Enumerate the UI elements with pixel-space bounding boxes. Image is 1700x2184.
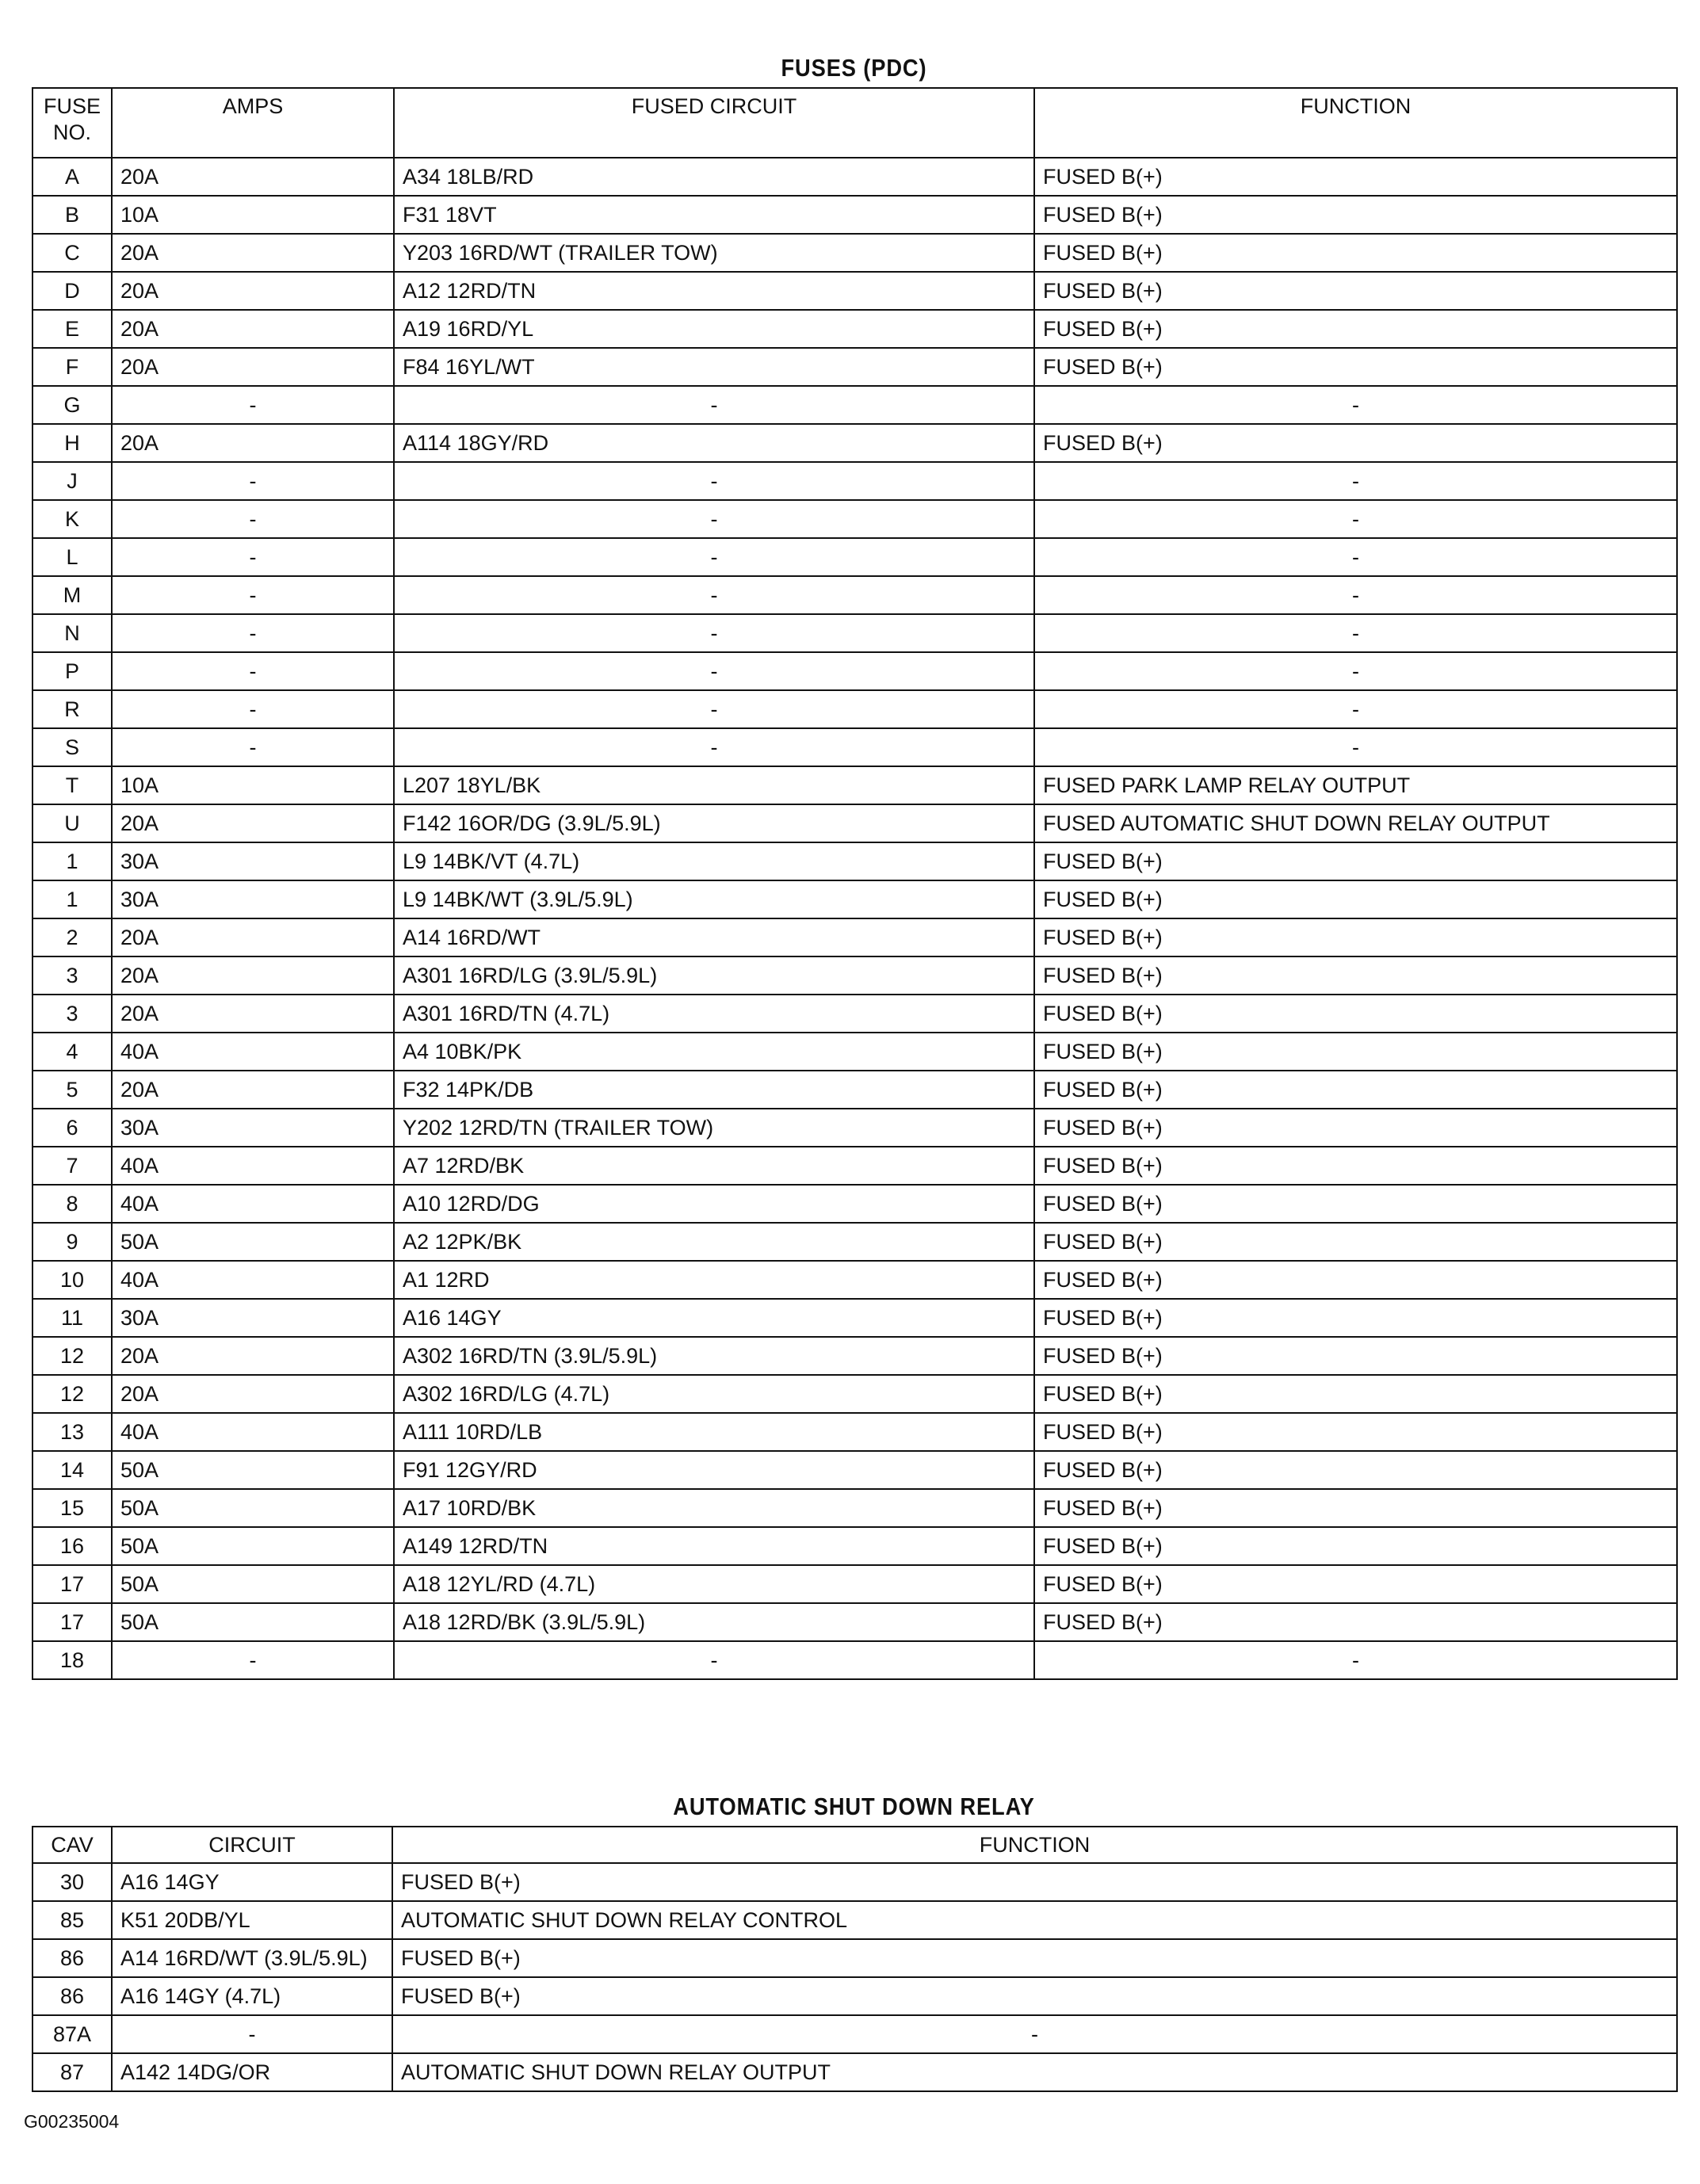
cell-fused-circuit: A114 18GY/RD [394, 424, 1034, 462]
cell-asd-function: AUTOMATIC SHUT DOWN RELAY CONTROL [392, 1901, 1677, 1939]
cell-function: FUSED B(+) [1034, 1489, 1677, 1527]
table-row [32, 234, 1677, 272]
cell-fused-circuit: L9 14BK/WT (3.9L/5.9L) [394, 880, 1034, 918]
cell-cav: 30 [32, 1863, 112, 1901]
table-row [32, 1337, 1677, 1375]
column-header-cav: CAV [32, 1827, 112, 1863]
table-row [32, 842, 1677, 880]
cell-amps: 20A [112, 234, 394, 272]
cell-amps: - [112, 386, 394, 424]
cell-function: FUSED AUTOMATIC SHUT DOWN RELAY OUTPUT [1034, 804, 1677, 842]
table-row [32, 1375, 1677, 1413]
asd-relay-title: AUTOMATIC SHUT DOWN RELAY [673, 1793, 1035, 1820]
cell-amps: 30A [112, 842, 394, 880]
cell-fuse-no: 3 [32, 995, 112, 1033]
cell-fuse-no: 9 [32, 1223, 112, 1261]
cell-fused-circuit: F142 16OR/DG (3.9L/5.9L) [394, 804, 1034, 842]
cell-fused-circuit: A302 16RD/TN (3.9L/5.9L) [394, 1337, 1034, 1375]
cell-function: FUSED B(+) [1034, 1299, 1677, 1337]
cell-circuit: - [112, 2015, 392, 2053]
table-row [32, 272, 1677, 310]
cell-fuse-no: M [32, 576, 112, 614]
cell-function: FUSED B(+) [1034, 272, 1677, 310]
cell-fuse-no: N [32, 614, 112, 652]
cell-function: FUSED B(+) [1034, 1185, 1677, 1223]
table-row [32, 804, 1677, 842]
cell-amps: 40A [112, 1413, 394, 1451]
cell-function: FUSED B(+) [1034, 1223, 1677, 1261]
cell-fuse-no: G [32, 386, 112, 424]
cell-fuse-no: 4 [32, 1033, 112, 1071]
cell-fuse-no: 12 [32, 1375, 112, 1413]
cell-function: FUSED B(+) [1034, 1071, 1677, 1109]
cell-fuse-no: 7 [32, 1147, 112, 1185]
cell-fuse-no: 8 [32, 1185, 112, 1223]
table-row [32, 462, 1677, 500]
cell-function: FUSED B(+) [1034, 196, 1677, 234]
cell-fused-circuit: F31 18VT [394, 196, 1034, 234]
fuse-no-header-line2: NO. [52, 120, 91, 144]
cell-amps: 20A [112, 272, 394, 310]
cell-fuse-no: C [32, 234, 112, 272]
cell-fuse-no: 1 [32, 842, 112, 880]
cell-asd-function: - [392, 2015, 1677, 2053]
cell-fused-circuit: A301 16RD/LG (3.9L/5.9L) [394, 956, 1034, 995]
cell-amps: - [112, 1641, 394, 1679]
cell-function: - [1034, 690, 1677, 728]
cell-function: FUSED B(+) [1034, 348, 1677, 386]
cell-function: FUSED B(+) [1034, 842, 1677, 880]
cell-fuse-no: 12 [32, 1337, 112, 1375]
cell-fused-circuit: A14 16RD/WT [394, 918, 1034, 956]
cell-function: - [1034, 386, 1677, 424]
table-row [32, 1527, 1677, 1565]
cell-fuse-no: B [32, 196, 112, 234]
table-row [32, 1977, 1677, 2015]
asd-header-row [32, 1827, 1677, 1863]
cell-asd-function: FUSED B(+) [392, 1863, 1677, 1901]
cell-fused-circuit: A12 12RD/TN [394, 272, 1034, 310]
cell-function: - [1034, 652, 1677, 690]
table-row [32, 1109, 1677, 1147]
asd-relay-table [32, 1826, 1678, 2092]
cell-fused-circuit: - [394, 652, 1034, 690]
cell-function: - [1034, 1641, 1677, 1679]
cell-fused-circuit: A34 18LB/RD [394, 158, 1034, 196]
cell-amps: 40A [112, 1261, 394, 1299]
cell-amps: 40A [112, 1033, 394, 1071]
cell-amps: 20A [112, 348, 394, 386]
cell-fuse-no: A [32, 158, 112, 196]
table-row [32, 1603, 1677, 1641]
cell-fused-circuit: L9 14BK/VT (4.7L) [394, 842, 1034, 880]
table-row [32, 766, 1677, 804]
table-row [32, 918, 1677, 956]
cell-function: FUSED B(+) [1034, 956, 1677, 995]
table-row [32, 690, 1677, 728]
cell-fuse-no: 14 [32, 1451, 112, 1489]
table-row [32, 386, 1677, 424]
cell-fused-circuit: - [394, 386, 1034, 424]
cell-amps: - [112, 652, 394, 690]
fuses-pdc-title: FUSES (PDC) [781, 54, 927, 82]
table-row [32, 196, 1677, 234]
cell-amps: - [112, 728, 394, 766]
cell-amps: 20A [112, 310, 394, 348]
fuses-header-row [32, 88, 1677, 158]
cell-function: FUSED B(+) [1034, 1527, 1677, 1565]
cell-fuse-no: 16 [32, 1527, 112, 1565]
column-header-fused-circuit: FUSED CIRCUIT [394, 88, 1034, 158]
cell-amps: 20A [112, 918, 394, 956]
cell-circuit: K51 20DB/YL [112, 1901, 392, 1939]
cell-fused-circuit: - [394, 500, 1034, 538]
cell-fuse-no: L [32, 538, 112, 576]
table-row [32, 1863, 1677, 1901]
cell-fuse-no: U [32, 804, 112, 842]
cell-amps: 20A [112, 995, 394, 1033]
cell-fused-circuit: A16 14GY [394, 1299, 1034, 1337]
cell-fuse-no: R [32, 690, 112, 728]
cell-amps: 20A [112, 1071, 394, 1109]
cell-asd-function: AUTOMATIC SHUT DOWN RELAY OUTPUT [392, 2053, 1677, 2091]
cell-function: FUSED B(+) [1034, 1451, 1677, 1489]
cell-fuse-no: 3 [32, 956, 112, 995]
cell-fuse-no: 10 [32, 1261, 112, 1299]
cell-amps: 30A [112, 1299, 394, 1337]
cell-fused-circuit: - [394, 614, 1034, 652]
column-header-asd-function: FUNCTION [392, 1827, 1677, 1863]
table-row [32, 310, 1677, 348]
cell-circuit: A14 16RD/WT (3.9L/5.9L) [112, 1939, 392, 1977]
cell-fused-circuit: A2 12PK/BK [394, 1223, 1034, 1261]
cell-fused-circuit: - [394, 690, 1034, 728]
cell-fused-circuit: - [394, 728, 1034, 766]
cell-fuse-no: 6 [32, 1109, 112, 1147]
table-row [32, 424, 1677, 462]
cell-fused-circuit: A19 16RD/YL [394, 310, 1034, 348]
cell-fused-circuit: A111 10RD/LB [394, 1413, 1034, 1451]
cell-fused-circuit: A4 10BK/PK [394, 1033, 1034, 1071]
cell-function: FUSED PARK LAMP RELAY OUTPUT [1034, 766, 1677, 804]
cell-fuse-no: T [32, 766, 112, 804]
table-row [32, 1413, 1677, 1451]
cell-amps: 50A [112, 1603, 394, 1641]
column-header-circuit: CIRCUIT [112, 1827, 392, 1863]
cell-fuse-no: E [32, 310, 112, 348]
cell-amps: 10A [112, 196, 394, 234]
cell-fused-circuit: - [394, 1641, 1034, 1679]
cell-function: FUSED B(+) [1034, 1033, 1677, 1071]
cell-fused-circuit: A149 12RD/TN [394, 1527, 1034, 1565]
column-header-amps: AMPS [112, 88, 394, 158]
cell-fuse-no: 13 [32, 1413, 112, 1451]
cell-function: - [1034, 462, 1677, 500]
cell-fused-circuit: L207 18YL/BK [394, 766, 1034, 804]
cell-fuse-no: D [32, 272, 112, 310]
cell-fuse-no: S [32, 728, 112, 766]
cell-fuse-no: 17 [32, 1603, 112, 1641]
cell-amps: 40A [112, 1147, 394, 1185]
table-row [32, 2053, 1677, 2091]
cell-fuse-no: J [32, 462, 112, 500]
cell-circuit: A16 14GY [112, 1863, 392, 1901]
cell-amps: - [112, 614, 394, 652]
cell-fused-circuit: A18 12RD/BK (3.9L/5.9L) [394, 1603, 1034, 1641]
cell-function: FUSED B(+) [1034, 1261, 1677, 1299]
cell-amps: 30A [112, 880, 394, 918]
cell-fuse-no: 18 [32, 1641, 112, 1679]
cell-function: - [1034, 728, 1677, 766]
cell-function: FUSED B(+) [1034, 1603, 1677, 1641]
cell-function: FUSED B(+) [1034, 995, 1677, 1033]
table-row [32, 1033, 1677, 1071]
cell-fused-circuit: A301 16RD/TN (4.7L) [394, 995, 1034, 1033]
cell-amps: 20A [112, 1375, 394, 1413]
cell-function: FUSED B(+) [1034, 424, 1677, 462]
table-row [32, 2015, 1677, 2053]
cell-function: FUSED B(+) [1034, 1109, 1677, 1147]
table-row [32, 500, 1677, 538]
cell-fused-circuit: A18 12YL/RD (4.7L) [394, 1565, 1034, 1603]
cell-cav: 87 [32, 2053, 112, 2091]
cell-cav: 85 [32, 1901, 112, 1939]
cell-fused-circuit: F84 16YL/WT [394, 348, 1034, 386]
cell-function: FUSED B(+) [1034, 918, 1677, 956]
cell-fuse-no: P [32, 652, 112, 690]
cell-circuit: A142 14DG/OR [112, 2053, 392, 2091]
cell-amps: 20A [112, 158, 394, 196]
table-row [32, 158, 1677, 196]
cell-fused-circuit: F91 12GY/RD [394, 1451, 1034, 1489]
table-row [32, 538, 1677, 576]
cell-function: - [1034, 538, 1677, 576]
cell-function: FUSED B(+) [1034, 1147, 1677, 1185]
cell-amps: 10A [112, 766, 394, 804]
cell-amps: 50A [112, 1223, 394, 1261]
cell-fused-circuit: A7 12RD/BK [394, 1147, 1034, 1185]
cell-fused-circuit: - [394, 576, 1034, 614]
table-row [32, 995, 1677, 1033]
cell-amps: 50A [112, 1527, 394, 1565]
table-row [32, 956, 1677, 995]
cell-fuse-no: 1 [32, 880, 112, 918]
cell-amps: 40A [112, 1185, 394, 1223]
table-row [32, 1641, 1677, 1679]
table-row [32, 614, 1677, 652]
cell-amps: 20A [112, 804, 394, 842]
cell-function: FUSED B(+) [1034, 880, 1677, 918]
cell-amps: 20A [112, 956, 394, 995]
cell-fuse-no: 5 [32, 1071, 112, 1109]
cell-fused-circuit: A1 12RD [394, 1261, 1034, 1299]
cell-fuse-no: K [32, 500, 112, 538]
cell-cav: 87A [32, 2015, 112, 2053]
cell-function: FUSED B(+) [1034, 1565, 1677, 1603]
fuses-pdc-table [32, 87, 1678, 1680]
cell-asd-function: FUSED B(+) [392, 1939, 1677, 1977]
table-row [32, 652, 1677, 690]
table-row [32, 1939, 1677, 1977]
cell-function: FUSED B(+) [1034, 310, 1677, 348]
cell-fused-circuit: A17 10RD/BK [394, 1489, 1034, 1527]
cell-fuse-no: 15 [32, 1489, 112, 1527]
cell-fused-circuit: A10 12RD/DG [394, 1185, 1034, 1223]
cell-circuit: A16 14GY (4.7L) [112, 1977, 392, 2015]
cell-function: - [1034, 614, 1677, 652]
table-row [32, 1299, 1677, 1337]
table-row [32, 1147, 1677, 1185]
cell-fuse-no: H [32, 424, 112, 462]
cell-fused-circuit: A302 16RD/LG (4.7L) [394, 1375, 1034, 1413]
cell-amps: 20A [112, 1337, 394, 1375]
cell-function: FUSED B(+) [1034, 1413, 1677, 1451]
cell-amps: - [112, 500, 394, 538]
cell-fuse-no: 11 [32, 1299, 112, 1337]
table-row [32, 576, 1677, 614]
column-header-function: FUNCTION [1034, 88, 1677, 158]
table-row [32, 348, 1677, 386]
cell-fuse-no: 17 [32, 1565, 112, 1603]
cell-asd-function: FUSED B(+) [392, 1977, 1677, 2015]
cell-cav: 86 [32, 1939, 112, 1977]
cell-fused-circuit: Y202 12RD/TN (TRAILER TOW) [394, 1109, 1034, 1147]
table-row [32, 1223, 1677, 1261]
table-row [32, 1261, 1677, 1299]
table-row [32, 1489, 1677, 1527]
cell-fused-circuit: - [394, 538, 1034, 576]
cell-amps: - [112, 690, 394, 728]
fuse-no-header-line1: FUSE [43, 94, 101, 118]
cell-function: - [1034, 500, 1677, 538]
table-row [32, 880, 1677, 918]
cell-function: FUSED B(+) [1034, 234, 1677, 272]
table-row [32, 1071, 1677, 1109]
cell-amps: 20A [112, 424, 394, 462]
cell-function: FUSED B(+) [1034, 158, 1677, 196]
table-row [32, 1185, 1677, 1223]
cell-fused-circuit: - [394, 462, 1034, 500]
cell-amps: 30A [112, 1109, 394, 1147]
table-row [32, 1565, 1677, 1603]
cell-fused-circuit: Y203 16RD/WT (TRAILER TOW) [394, 234, 1034, 272]
cell-amps: 50A [112, 1489, 394, 1527]
table-row [32, 1451, 1677, 1489]
table-row [32, 1901, 1677, 1939]
table-row [32, 728, 1677, 766]
cell-cav: 86 [32, 1977, 112, 2015]
column-header-fuse-no [32, 88, 112, 158]
cell-amps: - [112, 538, 394, 576]
figure-id: G00235004 [24, 2111, 120, 2132]
cell-function: FUSED B(+) [1034, 1337, 1677, 1375]
cell-amps: 50A [112, 1565, 394, 1603]
cell-amps: - [112, 576, 394, 614]
cell-fuse-no: 2 [32, 918, 112, 956]
cell-function: - [1034, 576, 1677, 614]
cell-amps: - [112, 462, 394, 500]
cell-fused-circuit: F32 14PK/DB [394, 1071, 1034, 1109]
cell-function: FUSED B(+) [1034, 1375, 1677, 1413]
cell-fuse-no: F [32, 348, 112, 386]
cell-amps: 50A [112, 1451, 394, 1489]
